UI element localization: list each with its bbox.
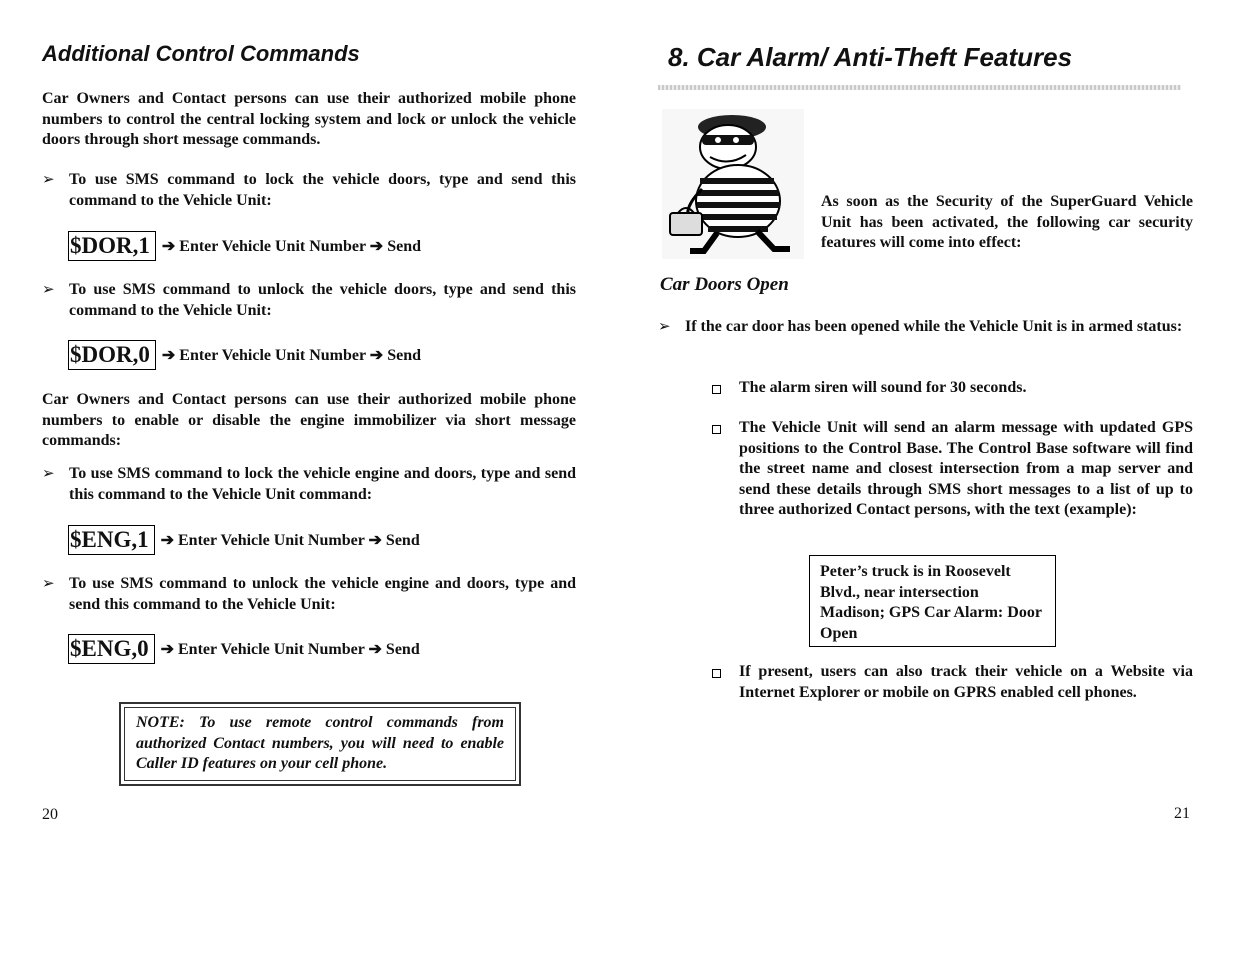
car-doors-subheading: Car Doors Open bbox=[660, 274, 789, 295]
note-text: NOTE: To use remote control commands from authorized Contact numbers, you will need to enable Caller ID features on your cell phone. bbox=[136, 714, 504, 772]
sub-item-text: The Vehicle Unit will send an alarm message with updated GPS positions to the Control Base. The Control Base software will find the street name and closest intersection from a map server and send these details through SMS short messages to a list of up to three authorized Contact persons, with the text (example): bbox=[739, 419, 1193, 518]
arrowhead-bullet-icon: ➢ bbox=[42, 576, 55, 592]
list-item-text: If the car door has been opened while the Vehicle Unit is in armed status: bbox=[685, 318, 1183, 335]
list-item bbox=[658, 317, 1193, 359]
list-item-text: To use SMS command to unlock the vehicle engine and doors, type and send this command to the Vehicle Unit: bbox=[69, 575, 576, 613]
square-bullet-icon bbox=[712, 425, 721, 434]
right-page bbox=[658, 0, 1193, 954]
list-item-text: To use SMS command to unlock the vehicle doors, type and send this command to the Vehicle Unit: bbox=[69, 281, 576, 319]
list-item bbox=[42, 280, 576, 322]
note-box bbox=[119, 702, 521, 786]
sub-item-text: The alarm siren will sound for 30 seconds. bbox=[739, 379, 1027, 396]
command-tail: ➔ Enter Vehicle Unit Number ➔ Send bbox=[161, 238, 422, 255]
page-number-left: 20 bbox=[42, 806, 58, 823]
left-heading: Additional Control Commands bbox=[42, 41, 360, 66]
left-intro: Car Owners and Contact persons can use their authorized mobile phone numbers to control the central locking system and lock or unlock the vehicle doors through short message commands. bbox=[42, 90, 576, 148]
square-bullet-icon bbox=[712, 385, 721, 394]
left-page bbox=[42, 0, 576, 954]
list-item-text: To use SMS command to lock the vehicle engine and doors, type and send this command to the Vehicle Unit command: bbox=[69, 465, 576, 503]
arrowhead-bullet-icon: ➢ bbox=[658, 319, 671, 335]
command-tail: ➔ Enter Vehicle Unit Number ➔ Send bbox=[160, 532, 420, 549]
command-row bbox=[68, 340, 421, 370]
page-number-right: 21 bbox=[1174, 805, 1190, 822]
sub-item-text: If present, users can also track their vehicle on a Website via Internet Explorer or mobile on GPRS enabled cell phones. bbox=[739, 663, 1193, 701]
command-code: $ENG,0 bbox=[68, 634, 155, 664]
command-code: $DOR,0 bbox=[68, 340, 156, 370]
list-item-text: To use SMS command to lock the vehicle doors, type and send this command to the Vehicle Unit: bbox=[69, 171, 576, 209]
example-message: Peter’s truck is in Roosevelt Blvd., near intersection Madison; GPS Car Alarm: Door Open bbox=[820, 563, 1042, 642]
right-heading: 8. Car Alarm/ Anti-Theft Features bbox=[668, 42, 1073, 72]
command-code: $ENG,1 bbox=[68, 525, 155, 555]
right-intro: As soon as the Security of the SuperGuard Vehicle Unit has been activated, the following car security features will come into effect: bbox=[821, 193, 1193, 251]
engine-intro: Car Owners and Contact persons can use their authorized mobile phone numbers to enable or disable the engine immobilizer via short message commands: bbox=[42, 391, 576, 449]
arrowhead-bullet-icon: ➢ bbox=[42, 172, 55, 188]
example-message-box bbox=[809, 555, 1056, 647]
square-bullet-icon bbox=[712, 669, 721, 678]
burglar-cartoon-icon bbox=[662, 109, 804, 259]
command-tail: ➔ Enter Vehicle Unit Number ➔ Send bbox=[161, 347, 422, 364]
list-item bbox=[42, 464, 576, 506]
arrowhead-bullet-icon: ➢ bbox=[42, 282, 55, 298]
list-item bbox=[42, 574, 576, 616]
command-tail: ➔ Enter Vehicle Unit Number ➔ Send bbox=[160, 641, 420, 658]
command-row bbox=[68, 231, 421, 261]
command-row bbox=[68, 634, 420, 664]
heading-divider bbox=[658, 85, 1181, 90]
arrowhead-bullet-icon: ➢ bbox=[42, 466, 55, 482]
command-row bbox=[68, 525, 420, 555]
list-item bbox=[42, 170, 576, 212]
command-code: $DOR,1 bbox=[68, 231, 156, 261]
